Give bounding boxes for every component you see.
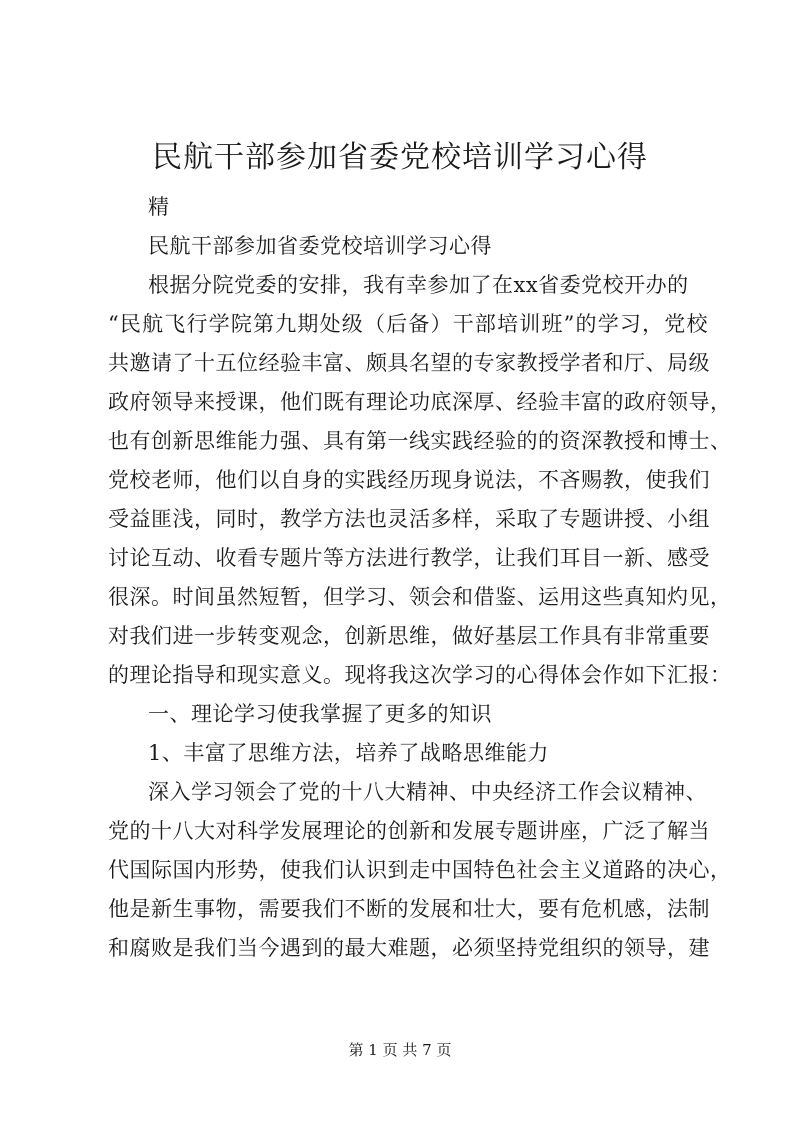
body-line: 对我们进一步转变观念，创新思维，做好基层工作具有非常重要 bbox=[108, 624, 710, 648]
body-line: 一、理论学习使我掌握了更多的知识 bbox=[148, 702, 492, 726]
document-title: 民航干部参加省委党校培训学习心得 bbox=[152, 140, 648, 175]
body-line: 讨论互动、收看专题片等方法进行教学，让我们耳目一新、感受 bbox=[108, 546, 710, 570]
document-body bbox=[108, 188, 732, 968]
body-line: 党校老师，他们以自身的实践经历现身说法，不吝赐教，使我们 bbox=[108, 468, 710, 492]
body-line: 党的十八大对科学发展理论的创新和发展专题讲座，广泛了解当 bbox=[108, 819, 710, 843]
body-line: 根据分院党委的安排，我有幸参加了在xx省委党校开办的 bbox=[148, 273, 689, 297]
body-line: 共邀请了十五位经验丰富、颇具名望的专家教授学者和厅、局级 bbox=[108, 351, 710, 375]
body-line: 代国际国内形势，使我们认识到走中国特色社会主义道路的决心， bbox=[108, 858, 732, 882]
body-line: “民航飞行学院第九期处级（后备）干部培训班”的学习，党校 bbox=[108, 312, 708, 336]
body-line: 他是新生事物，需要我们不断的发展和壮大，要有危机感，法制 bbox=[108, 897, 710, 921]
body-line: 民航干部参加省委党校培训学习心得 bbox=[148, 234, 492, 258]
body-line: 的理论指导和现实意义。现将我这次学习的心得体会作如下汇报： bbox=[108, 663, 732, 687]
page-footer: 第 1 页 共 7 页 bbox=[348, 1041, 452, 1059]
body-line: 也有创新思维能力强、具有第一线实践经验的的资深教授和博士、 bbox=[108, 429, 732, 453]
body-line: 受益匪浅，同时，教学方法也灵活多样，采取了专题讲授、小组 bbox=[108, 507, 710, 531]
body-line: 政府领导来授课，他们既有理论功底深厚、经验丰富的政府领导， bbox=[108, 390, 732, 414]
body-line: 深入学习领会了党的十八大精神、中央经济工作会议精神、 bbox=[148, 780, 707, 804]
body-line: 和腐败是我们当今遇到的最大难题，必须坚持党组织的领导，建 bbox=[108, 936, 710, 960]
body-line: 很深。时间虽然短暂，但学习、领会和借鉴、运用这些真知灼见， bbox=[108, 585, 732, 609]
body-line: 精 bbox=[148, 195, 170, 219]
body-line: 1、丰富了思维方法，培养了战略思维能力 bbox=[148, 741, 549, 765]
